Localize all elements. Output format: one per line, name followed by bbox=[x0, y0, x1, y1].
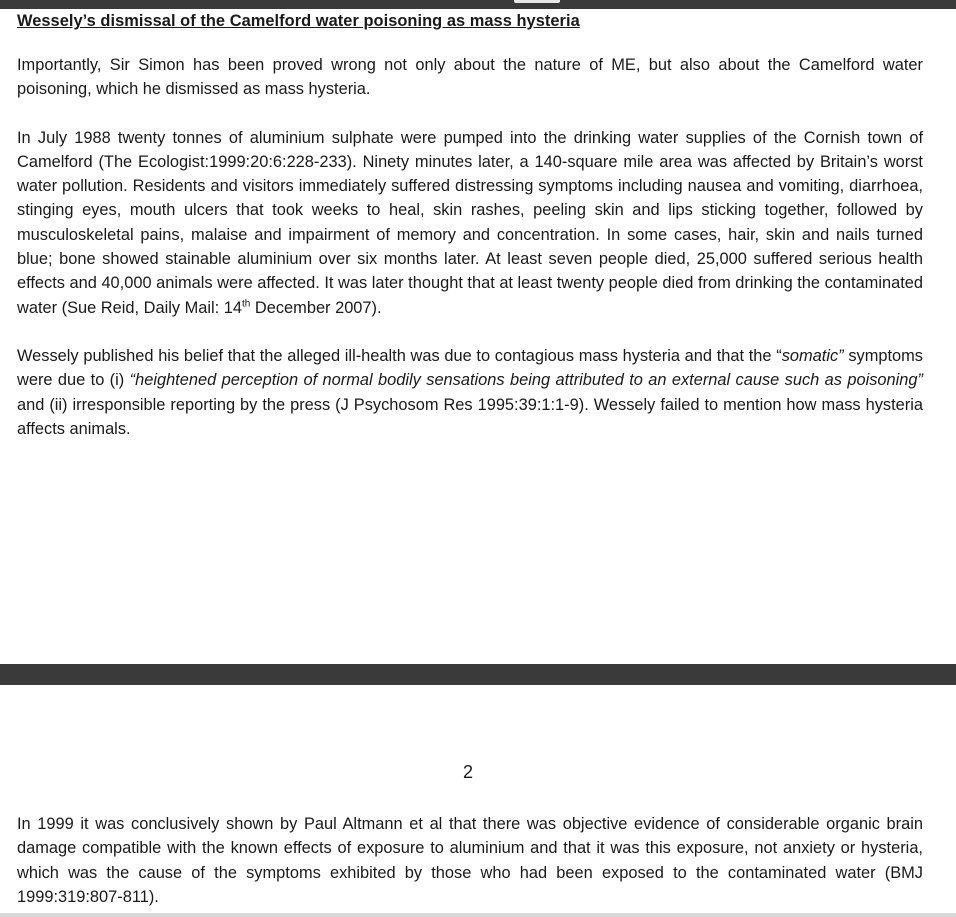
section-heading: Wessely’s dismissal of the Camelford water poisoning as mass hysteria bbox=[17, 12, 580, 30]
viewer-top-bar bbox=[0, 0, 956, 9]
paragraph-hysteria-claim bbox=[17, 344, 923, 441]
paragraph-hysteria-text-c: and (ii) irresponsible reporting by the press (J Psychosom Res 1995:39:1:1-9). Wessely failed to mention how mass hysteria affects animals. bbox=[17, 395, 923, 438]
page-separator bbox=[0, 664, 956, 685]
paragraph-intro-text: Importantly, Sir Simon has been proved wrong not only about the nature of ME, but also about the Camelford water poisoning, which he dismissed as mass hysteria. bbox=[17, 56, 923, 99]
paragraph-hysteria-text-b: symptoms were due to (i) bbox=[17, 346, 923, 390]
paragraph-incident bbox=[17, 126, 923, 320]
page-bottom-edge bbox=[0, 913, 956, 917]
paragraph-incident-text: In July 1988 twenty tonnes of aluminium sulphate were pumped into the drinking water supplies of the Cornish town of Camelford (The Ecologist:1999:20:6:228-233). Ninety minutes later, a 140-square mile area was affected by Britain’s worst water pollution. Residents and visitors immediately suffered distressing symptoms including nausea and vomiting, diarrhoea, stinging eyes, mouth ulcers that took weeks to heal, skin rashes, peeling skin and lips sticking together, followed by musculoskeletal pains, malaise and impairment of memory and concentration. In some cases, hair, skin and nails turned blue; bone showed stainable aluminium over six months later. At least seven people died, 25,000 suffered serious health effects and 40,000 animals were affected. It was later thought that at least twenty people died from drinking the contaminated water (Sue Reid, Daily Mail: 14 bbox=[17, 128, 923, 317]
somatic-term: somatic” bbox=[781, 346, 844, 365]
paragraph-altmann-study: In 1999 it was conclusively shown by Paul Altmann et al that there was objective evidence of considerable organic brain damage compatible with the known effects of exposure to aluminium and that it was this exposure, not anxiety or hysteria, which was the cause of the symptoms exhibited by those who had been exposed to the contaminated water (BMJ 1999:319:807-811). bbox=[17, 815, 923, 906]
paragraph-hysteria-text-a: Wessely published his belief that the alleged ill-health was due to contagious mass hysteria and that the “ bbox=[17, 346, 782, 365]
document-page-1 bbox=[17, 10, 923, 441]
ordinal-suffix: th bbox=[242, 298, 251, 310]
viewer-tab-handle[interactable] bbox=[514, 0, 560, 3]
document-page-2 bbox=[17, 812, 923, 909]
quoted-claim: “heightened perception of normal bodily sensations being attributed to an external cause such as poisoning” bbox=[129, 371, 923, 390]
paragraph-incident-end: December 2007). bbox=[250, 298, 382, 317]
page-number: 2 bbox=[462, 762, 473, 782]
paragraph-intro bbox=[17, 53, 923, 102]
